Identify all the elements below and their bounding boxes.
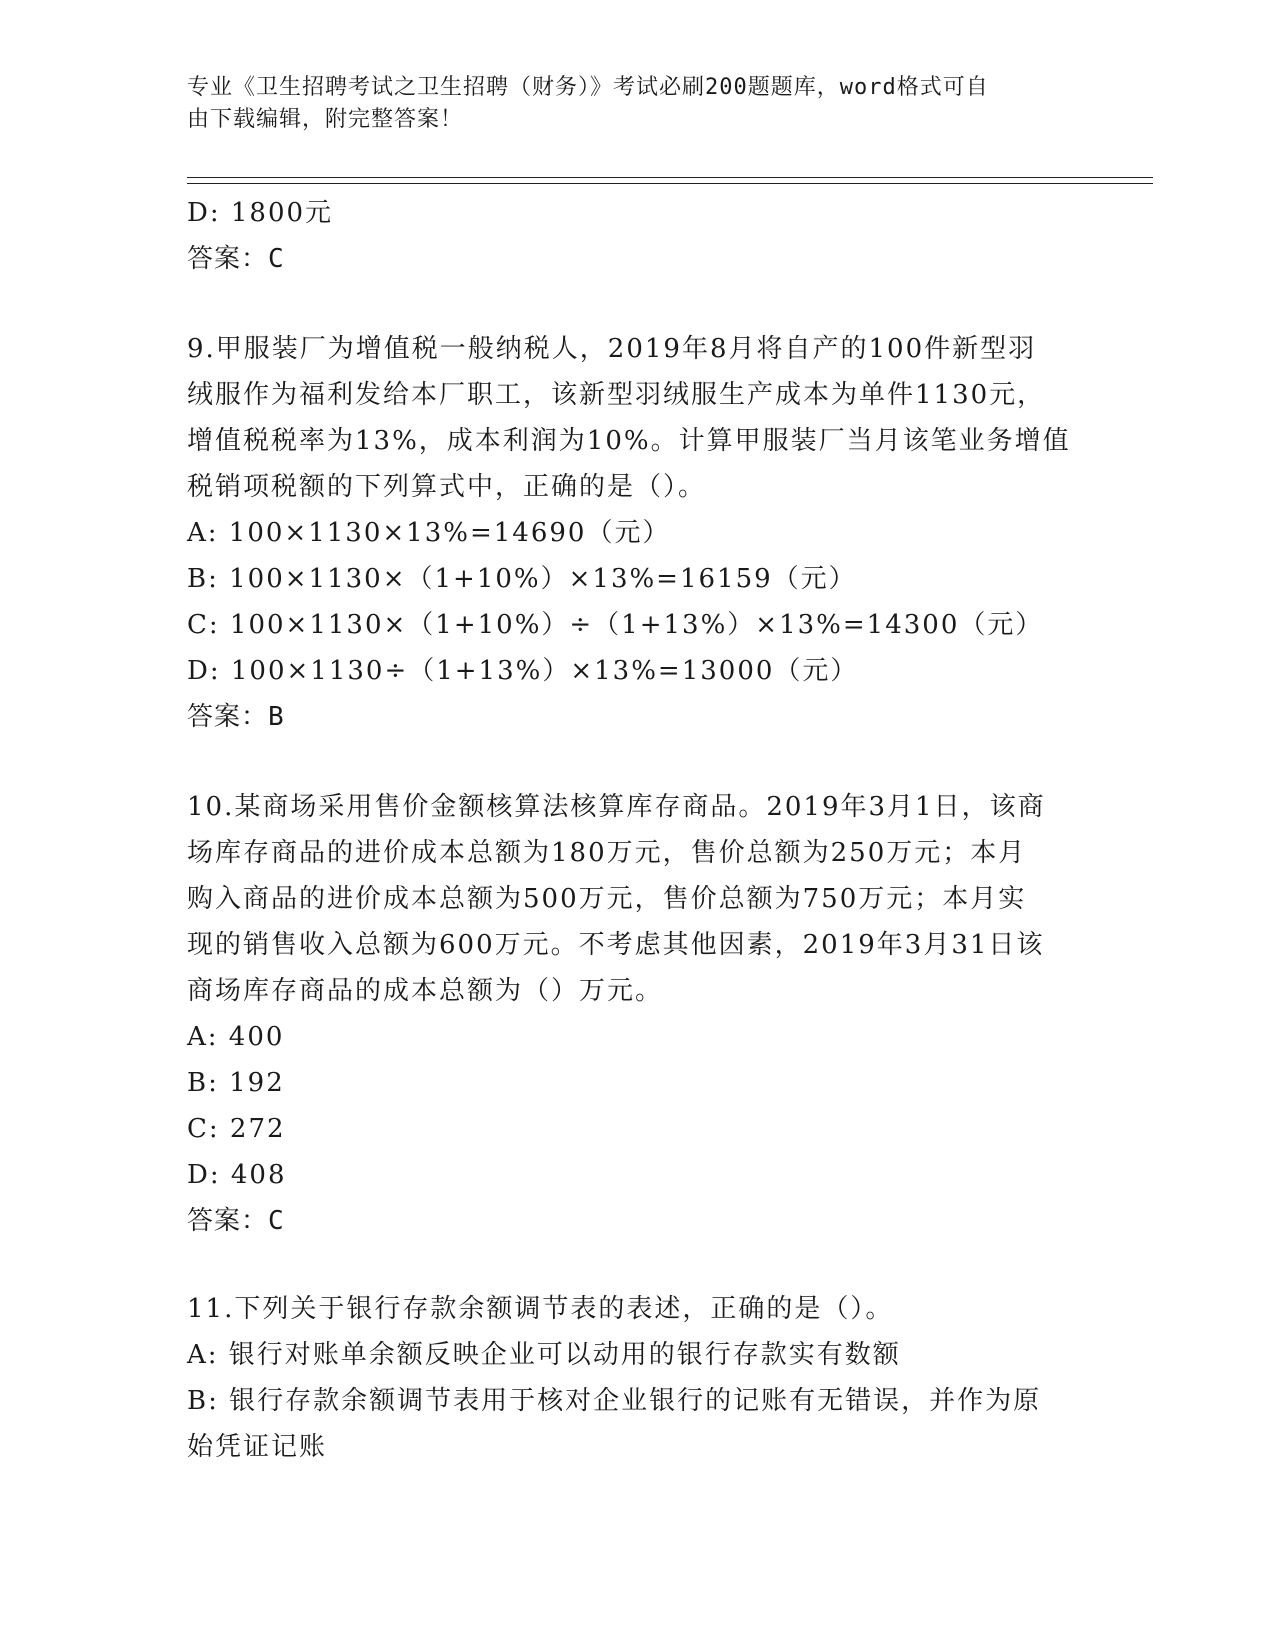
option-b-continued: 始凭证记账	[187, 1432, 328, 1462]
option-a: A: 400	[187, 1022, 285, 1052]
question-text-line: 商场库存商品的成本总额为（）万元。	[187, 976, 664, 1006]
option-a: A: 100×1130×13%=14690（元）	[187, 518, 671, 548]
spacer	[187, 740, 1087, 784]
header-line-1: 专业《卫生招聘考试之卫生招聘（财务）》考试必刷200题题库，word格式可自	[187, 75, 989, 100]
question-text-line: 绒服作为福利发给本厂职工，该新型羽绒服生产成本为单件1130元，	[187, 380, 1046, 410]
prev-option-d: D: 1800元	[187, 198, 334, 228]
question-text-line: 购入商品的进价成本总额为500万元，售价总额为750万元；本月实	[187, 884, 1027, 914]
question-text-line: 10.某商场采用售价金额核算法核算库存商品。2019年3月1日，该商	[187, 792, 1046, 822]
question-9	[187, 326, 1087, 740]
question-text-line: 税销项税额的下列算式中，正确的是（）。	[187, 472, 707, 502]
option-b: B: 银行存款余额调节表用于核对企业银行的记账有无错误，并作为原	[187, 1386, 1042, 1416]
spacer	[187, 282, 1087, 326]
header-line-2: 由下载编辑，附完整答案！	[187, 107, 464, 132]
question-text-line: 现的销售收入总额为600万元。不考虑其他因素，2019年3月31日该	[187, 930, 1045, 960]
question-10	[187, 784, 1087, 1244]
option-c: C: 100×1130×（1+10%）÷（1+13%）×13%=14300（元）	[187, 610, 1044, 640]
question-content	[187, 190, 1087, 1470]
document-header	[187, 72, 1067, 136]
header-divider	[187, 177, 1153, 184]
spacer	[187, 1244, 1087, 1286]
option-d: D: 100×1130÷（1+13%）×13%=13000（元）	[187, 656, 859, 686]
option-d: D: 408	[187, 1160, 287, 1190]
option-a: A: 银行对账单余额反映企业可以动用的银行存款实有数额	[187, 1340, 901, 1370]
question-text-line: 11.下列关于银行存款余额调节表的表述，正确的是（）。	[187, 1294, 894, 1324]
question-text-line: 9.甲服装厂为增值税一般纳税人，2019年8月将自产的100件新型羽	[187, 334, 1037, 364]
question-text-line: 场库存商品的进价成本总额为180万元，售价总额为250万元；本月	[187, 838, 1027, 868]
option-b: B: 192	[187, 1068, 285, 1098]
answer: 答案：C	[187, 1206, 285, 1236]
option-b: B: 100×1130×（1+10%）×13%=16159（元）	[187, 564, 857, 594]
question-11	[187, 1286, 1087, 1470]
option-c: C: 272	[187, 1114, 286, 1144]
prev-answer: 答案：C	[187, 244, 285, 274]
question-text-line: 增值税税率为13%，成本利润为10%。计算甲服装厂当月该笔业务增值	[187, 426, 1071, 456]
answer: 答案：B	[187, 702, 285, 732]
